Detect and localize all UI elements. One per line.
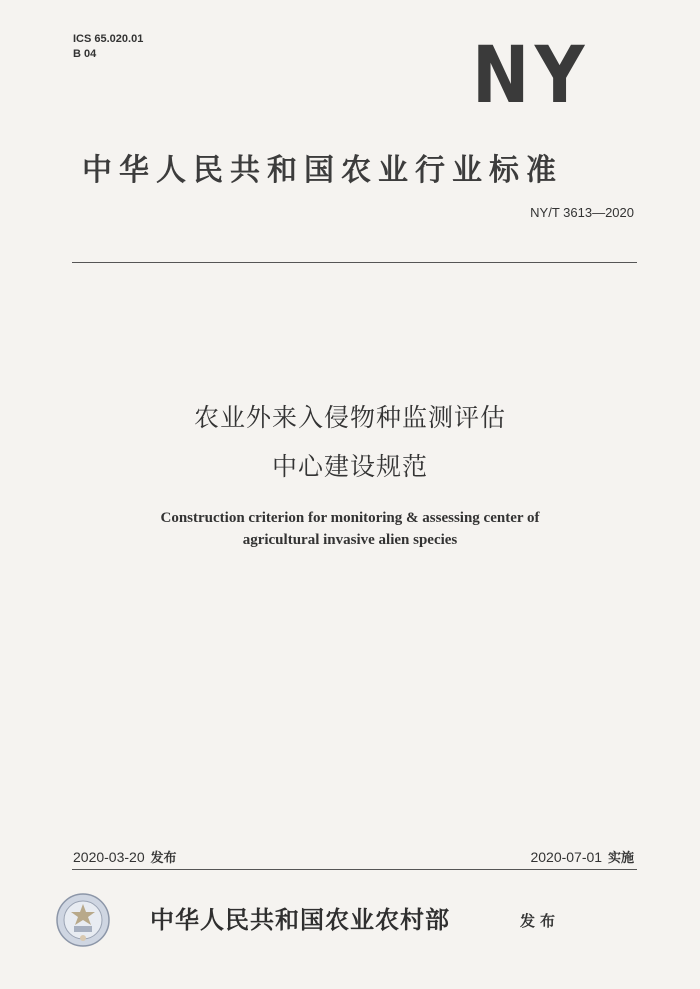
classification-codes (73, 32, 143, 62)
standard-number: NY/T 3613—2020 (530, 205, 634, 220)
ics-code: ICS 65.020.01 (73, 33, 144, 45)
title-en-line1: Construction criterion for monitoring & assessing center of (160, 510, 540, 526)
implementation-date-label: 实施 (607, 851, 634, 866)
title-cn-line2: 中心建设规范 (271, 452, 428, 481)
national-emblem-icon (55, 892, 111, 948)
top-divider (72, 262, 637, 263)
title-en-line2: agricultural invasive alien species (242, 532, 458, 548)
issue-date-value: 2020-03-20 (73, 849, 145, 865)
title-cn-line1: 农业外来入侵物种监测评估 (193, 403, 506, 432)
publisher-action: 发布 (520, 912, 561, 930)
issue-date (73, 847, 177, 866)
standard-category: 中华人民共和国农业行业标准 (82, 153, 563, 188)
publisher-name: 中华人民共和国农业农村部 (150, 905, 450, 934)
ccs-code: B 04 (73, 48, 97, 60)
implementation-date (530, 847, 634, 866)
bottom-divider (72, 869, 637, 870)
issue-date-label: 发布 (150, 851, 177, 866)
implementation-date-value: 2020-07-01 (530, 849, 603, 865)
ny-logo: NY (472, 31, 590, 121)
